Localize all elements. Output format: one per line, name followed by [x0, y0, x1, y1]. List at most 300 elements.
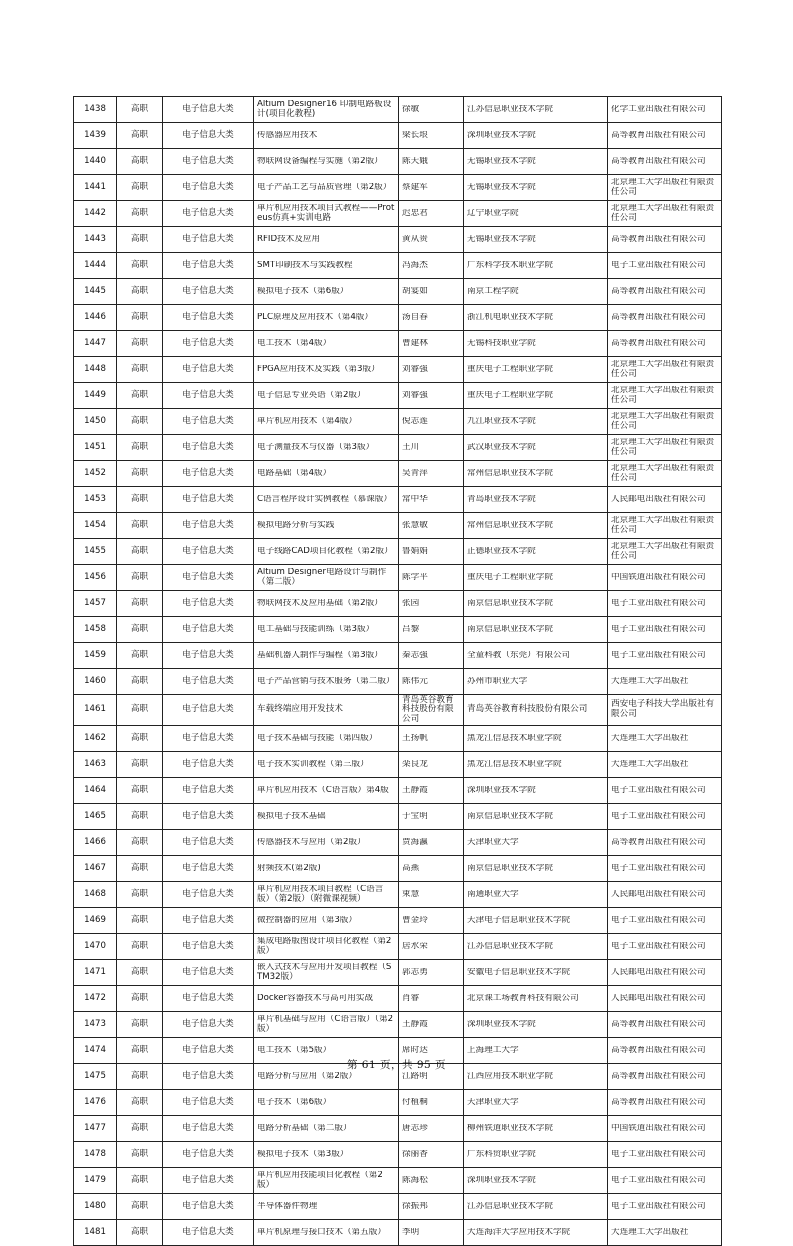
- publisher-cell: [608, 934, 722, 960]
- institution-cell: [464, 253, 608, 279]
- row-number: 1447: [84, 337, 106, 348]
- author: 迟忠君: [402, 208, 428, 218]
- subject-category: 电子信息大类: [182, 732, 234, 743]
- author-cell: [399, 695, 464, 726]
- author-cell: [399, 986, 464, 1012]
- author-cell: [399, 1116, 464, 1142]
- education-level: 高职: [130, 1122, 149, 1133]
- institution-cell: [464, 487, 608, 513]
- institution-cell: [464, 669, 608, 695]
- institution: 天津职业大学: [467, 1097, 519, 1107]
- publisher: 北京理工大学出版社有限责任公司: [611, 464, 715, 483]
- book-title: Altium Designer16 印制电路板设计(项目化教程): [257, 100, 392, 119]
- author: 蔡建军: [402, 182, 428, 192]
- publisher: 高等教育出版社有限公司: [611, 286, 706, 296]
- subject-category-cell: [163, 513, 254, 539]
- education-level: 高职: [130, 704, 149, 715]
- book-title-cell: [254, 435, 399, 461]
- institution: 深圳职业技术学院: [467, 130, 536, 140]
- page-footer: 第 61 页，共 95 页: [346, 1059, 447, 1071]
- subject-category: 电子信息大类: [182, 966, 234, 977]
- education-level-cell: [117, 513, 163, 539]
- row-number: 1457: [84, 597, 106, 608]
- institution: 无锡职业技术学院: [467, 156, 536, 166]
- row-number-cell: [74, 804, 117, 830]
- book-title-cell: [254, 539, 399, 565]
- subject-category: 电子信息大类: [182, 181, 234, 192]
- institution: 天津电子信息职业技术学院: [467, 915, 571, 925]
- row-number: 1460: [84, 675, 106, 686]
- education-level: 高职: [130, 1070, 149, 1081]
- author-cell: [399, 591, 464, 617]
- book-title-cell: [254, 513, 399, 539]
- author-cell: [399, 539, 464, 565]
- book-title: 电子产品工艺与品质管理（第2版）: [257, 182, 392, 192]
- education-level: 高职: [130, 155, 149, 166]
- subject-category-cell: [163, 591, 254, 617]
- table-body: [74, 97, 722, 1246]
- education-level: 高职: [130, 675, 149, 686]
- table-row: [74, 882, 722, 908]
- publisher: 化学工业出版社有限公司: [611, 104, 706, 114]
- book-title-cell: [254, 1168, 399, 1194]
- author: 曹金玲: [402, 915, 428, 925]
- row-number: 1440: [84, 155, 106, 166]
- author-cell: [399, 149, 464, 175]
- publisher-cell: [608, 908, 722, 934]
- book-title-cell: [254, 669, 399, 695]
- row-number-cell: [74, 669, 117, 695]
- subject-category: 电子信息大类: [182, 155, 234, 166]
- author-cell: [399, 123, 464, 149]
- book-title-cell: [254, 830, 399, 856]
- subject-category: 电子信息大类: [182, 285, 234, 296]
- row-number-cell: [74, 643, 117, 669]
- book-title: FPGA应用技术及实践（第3版）: [257, 364, 380, 374]
- publisher: 高等教育出版社有限公司: [611, 1019, 706, 1029]
- institution: 无锡职业技术学院: [467, 234, 536, 244]
- row-number-cell: [74, 513, 117, 539]
- author-cell: [399, 934, 464, 960]
- book-title: 单片机原理与接口技术（第五版）: [257, 1227, 386, 1237]
- institution-cell: [464, 123, 608, 149]
- book-title: 集成电路版图设计项目化教程（第2版）: [257, 937, 392, 956]
- author: 束慧: [402, 889, 420, 899]
- subject-category-cell: [163, 409, 254, 435]
- book-title: 单片机应用技术（第4版）: [257, 416, 357, 426]
- publisher: 电子工业出版社有限公司: [611, 624, 706, 634]
- row-number-cell: [74, 305, 117, 331]
- book-title-cell: [254, 565, 399, 591]
- book-title: 单片机应用技能项目化教程（第2版）: [257, 1171, 383, 1190]
- education-level-cell: [117, 175, 163, 201]
- author-cell: [399, 617, 464, 643]
- subject-category-cell: [163, 539, 254, 565]
- subject-category-cell: [163, 752, 254, 778]
- author: 汤自春: [402, 312, 428, 322]
- author: 梁长垠: [402, 130, 428, 140]
- author-cell: [399, 669, 464, 695]
- institution: 北京课工场教育科技有限公司: [467, 993, 579, 1003]
- author: 贾海瀛: [402, 837, 428, 847]
- publisher-cell: [608, 383, 722, 409]
- table-row: [74, 1012, 722, 1038]
- row-number-cell: [74, 227, 117, 253]
- author-cell: [399, 461, 464, 487]
- education-level-cell: [117, 986, 163, 1012]
- institution-cell: [464, 804, 608, 830]
- row-number-cell: [74, 617, 117, 643]
- table-row: [74, 279, 722, 305]
- author-cell: [399, 856, 464, 882]
- publisher: 大连理工大学出版社: [611, 676, 689, 686]
- publisher-cell: [608, 331, 722, 357]
- row-number-cell: [74, 123, 117, 149]
- subject-category-cell: [163, 253, 254, 279]
- row-number: 1452: [84, 467, 106, 478]
- book-title-cell: [254, 617, 399, 643]
- row-number-cell: [74, 1012, 117, 1038]
- subject-category-cell: [163, 565, 254, 591]
- education-level-cell: [117, 1090, 163, 1116]
- book-title: 电工技术（第5版）: [257, 1045, 332, 1055]
- book-title: 基础机器人制作与编程（第3版）: [257, 650, 383, 660]
- row-number-cell: [74, 934, 117, 960]
- row-number: 1470: [84, 940, 106, 951]
- education-level-cell: [117, 669, 163, 695]
- book-title: 模拟电子技术（第6版）: [257, 286, 349, 296]
- institution-cell: [464, 1090, 608, 1116]
- institution: 辽宁职业学院: [467, 208, 519, 218]
- book-title: 电工基础与技能训练（第3版）: [257, 624, 375, 634]
- education-level-cell: [117, 908, 163, 934]
- education-level: 高职: [130, 415, 149, 426]
- row-number: 1461: [84, 704, 106, 715]
- subject-category: 电子信息大类: [182, 129, 234, 140]
- row-number: 1453: [84, 493, 106, 504]
- book-title: 嵌入式技术与应用开发项目教程（STM32版）: [257, 963, 392, 982]
- row-number: 1471: [84, 966, 106, 977]
- row-number-cell: [74, 409, 117, 435]
- institution-cell: [464, 357, 608, 383]
- row-number: 1467: [84, 862, 106, 873]
- publisher: 电子工业出版社有限公司: [611, 1149, 706, 1159]
- table-row: [74, 778, 722, 804]
- table-row: [74, 643, 722, 669]
- subject-category-cell: [163, 882, 254, 908]
- institution: 苏州市职业大学: [467, 676, 528, 686]
- book-title-cell: [254, 409, 399, 435]
- subject-category: 电子信息大类: [182, 103, 234, 114]
- subject-category: 电子信息大类: [182, 914, 234, 925]
- author: 于宝明: [402, 811, 428, 821]
- education-level: 高职: [130, 992, 149, 1003]
- subject-category: 电子信息大类: [182, 389, 234, 400]
- education-level-cell: [117, 357, 163, 383]
- table-row: [74, 804, 722, 830]
- education-level-cell: [117, 409, 163, 435]
- author: 鲁娟娟: [402, 546, 428, 556]
- author-cell: [399, 752, 464, 778]
- book-title: 物联网技术及应用基础（第2版）: [257, 598, 383, 608]
- row-number-cell: [74, 383, 117, 409]
- publisher-cell: [608, 565, 722, 591]
- book-title: 电路基础（第4版）: [257, 468, 332, 478]
- institution: 柳州铁道职业技术学院: [467, 1123, 553, 1133]
- author-cell: [399, 357, 464, 383]
- publisher-cell: [608, 305, 722, 331]
- subject-category: 电子信息大类: [182, 784, 234, 795]
- table-row: [74, 123, 722, 149]
- publisher: 中国铁道出版社有限公司: [611, 1123, 706, 1133]
- publisher-cell: [608, 986, 722, 1012]
- subject-category-cell: [163, 1090, 254, 1116]
- author: 李明: [402, 1227, 420, 1237]
- author-cell: [399, 175, 464, 201]
- book-title-cell: [254, 856, 399, 882]
- subject-category: 电子信息大类: [182, 597, 234, 608]
- row-number-cell: [74, 695, 117, 726]
- table-row: [74, 305, 722, 331]
- publisher: 北京理工大学出版社有限责任公司: [611, 204, 715, 223]
- institution-cell: [464, 331, 608, 357]
- author-cell: [399, 1220, 464, 1246]
- author: 栾良龙: [402, 759, 428, 769]
- row-number-cell: [74, 253, 117, 279]
- book-title: 模拟电路分析与实践: [257, 520, 335, 530]
- publisher: 高等教育出版社有限公司: [611, 1097, 706, 1107]
- publisher: 电子工业出版社有限公司: [611, 260, 706, 270]
- book-title-cell: [254, 882, 399, 908]
- institution-cell: [464, 513, 608, 539]
- row-number-cell: [74, 591, 117, 617]
- education-level: 高职: [130, 181, 149, 192]
- book-title: 电路分析与应用（第2版）: [257, 1071, 357, 1081]
- publisher: 高等教育出版社有限公司: [611, 837, 706, 847]
- education-level-cell: [117, 643, 163, 669]
- table-row: [74, 1142, 722, 1168]
- book-title: 射频技术(第2版): [257, 863, 321, 873]
- author: 郭志勇: [402, 967, 428, 977]
- table-row: [74, 565, 722, 591]
- book-title-cell: [254, 279, 399, 305]
- publisher: 西安电子科技大学出版社有限公司: [611, 699, 715, 719]
- table-row: [74, 752, 722, 778]
- education-level: 高职: [130, 519, 149, 530]
- author: 徐丽香: [402, 1149, 428, 1159]
- author-cell: [399, 565, 464, 591]
- institution: 浙江机电职业技术学院: [467, 312, 553, 322]
- book-title: 物联网设备编程与实施（第2版）: [257, 156, 383, 166]
- subject-category: 电子信息大类: [182, 1044, 234, 1055]
- author: 陈天娥: [402, 156, 428, 166]
- institution-cell: [464, 617, 608, 643]
- publisher: 人民邮电出版社有限公司: [611, 494, 706, 504]
- book-title: 传感器技术与应用（第2版）: [257, 837, 366, 847]
- institution: 青岛职业技术学院: [467, 494, 536, 504]
- row-number: 1449: [84, 389, 106, 400]
- table-row: [74, 591, 722, 617]
- row-number: 1465: [84, 810, 106, 821]
- education-level: 高职: [130, 467, 149, 478]
- book-title-cell: [254, 487, 399, 513]
- book-title: PLC原理及应用技术（第4版）: [257, 312, 373, 322]
- subject-category: 电子信息大类: [182, 415, 234, 426]
- book-title-cell: [254, 752, 399, 778]
- table-row: [74, 695, 722, 726]
- subject-category: 电子信息大类: [182, 1122, 234, 1133]
- table-row: [74, 227, 722, 253]
- table-row: [74, 617, 722, 643]
- subject-category: 电子信息大类: [182, 704, 234, 715]
- row-number: 1443: [84, 233, 106, 244]
- author: 居水荣: [402, 941, 428, 951]
- subject-category-cell: [163, 123, 254, 149]
- education-level-cell: [117, 856, 163, 882]
- education-level: 高职: [130, 441, 149, 452]
- education-level-cell: [117, 695, 163, 726]
- institution: 南通职业大学: [467, 889, 519, 899]
- institution-cell: [464, 695, 608, 726]
- publisher-cell: [608, 1194, 722, 1220]
- publisher-cell: [608, 123, 722, 149]
- table-row: [74, 1090, 722, 1116]
- author-cell: [399, 830, 464, 856]
- row-number: 1462: [84, 732, 106, 743]
- subject-category-cell: [163, 726, 254, 752]
- publisher: 高等教育出版社有限公司: [611, 234, 706, 244]
- book-title: 电子线路CAD项目化教程（第2版）: [257, 546, 393, 556]
- author-cell: [399, 1168, 464, 1194]
- education-level-cell: [117, 487, 163, 513]
- subject-category-cell: [163, 227, 254, 253]
- row-number-cell: [74, 487, 117, 513]
- row-number-cell: [74, 752, 117, 778]
- education-level-cell: [117, 1194, 163, 1220]
- subject-category: 电子信息大类: [182, 888, 234, 899]
- author-cell: [399, 383, 464, 409]
- institution: 南京信息职业技术学院: [467, 863, 553, 873]
- education-level-cell: [117, 960, 163, 986]
- book-title: Docker容器技术与高可用实战: [257, 993, 374, 1003]
- book-title: 微控制器的应用（第3版）: [257, 915, 357, 925]
- institution-cell: [464, 908, 608, 934]
- institution-cell: [464, 1142, 608, 1168]
- subject-category-cell: [163, 695, 254, 726]
- subject-category: 电子信息大类: [182, 1226, 234, 1237]
- publisher: 高等教育出版社有限公司: [611, 312, 706, 322]
- subject-category-cell: [163, 934, 254, 960]
- row-number: 1477: [84, 1122, 106, 1133]
- row-number: 1450: [84, 415, 106, 426]
- publisher-cell: [608, 97, 722, 123]
- institution: 无锡职业技术学院: [467, 182, 536, 192]
- publisher: 北京理工大学出版社有限责任公司: [611, 178, 715, 197]
- publisher-cell: [608, 830, 722, 856]
- book-title-cell: [254, 695, 399, 726]
- textbook-table: [73, 96, 722, 1246]
- row-number: 1444: [84, 259, 106, 270]
- education-level: 高职: [130, 914, 149, 925]
- row-number: 1459: [84, 649, 106, 660]
- author-cell: [399, 1142, 464, 1168]
- table-row: [74, 331, 722, 357]
- author: 席时达: [402, 1045, 428, 1055]
- table-row: [74, 175, 722, 201]
- author-cell: [399, 279, 464, 305]
- subject-category: 电子信息大类: [182, 259, 234, 270]
- institution-cell: [464, 201, 608, 227]
- author: 高燕: [402, 863, 420, 873]
- education-level: 高职: [130, 649, 149, 660]
- publisher: 电子工业出版社有限公司: [611, 650, 706, 660]
- institution-cell: [464, 882, 608, 908]
- author: 付植桐: [402, 1097, 428, 1107]
- publisher-cell: [608, 539, 722, 565]
- table-row: [74, 357, 722, 383]
- publisher-cell: [608, 1090, 722, 1116]
- row-number: 1456: [84, 571, 106, 582]
- publisher-cell: [608, 617, 722, 643]
- book-title-cell: [254, 1012, 399, 1038]
- institution-cell: [464, 175, 608, 201]
- author-cell: [399, 227, 464, 253]
- subject-category: 电子信息大类: [182, 1018, 234, 1029]
- book-title: 电子技术实训教程（第三版）: [257, 759, 369, 769]
- subject-category: 电子信息大类: [182, 862, 234, 873]
- book-title: C语言程序设计实例教程（慕课版）: [257, 494, 392, 504]
- education-level: 高职: [130, 810, 149, 821]
- subject-category-cell: [163, 383, 254, 409]
- education-level: 高职: [130, 103, 149, 114]
- institution-cell: [464, 435, 608, 461]
- education-level-cell: [117, 201, 163, 227]
- institution-cell: [464, 934, 608, 960]
- publisher: 电子工业出版社有限公司: [611, 598, 706, 608]
- subject-category-cell: [163, 175, 254, 201]
- education-level-cell: [117, 1116, 163, 1142]
- row-number: 1448: [84, 363, 106, 374]
- subject-category: 电子信息大类: [182, 1070, 234, 1081]
- education-level-cell: [117, 726, 163, 752]
- row-number: 1475: [84, 1070, 106, 1081]
- institution-cell: [464, 1168, 608, 1194]
- publisher: 人民邮电出版社有限公司: [611, 967, 706, 977]
- table-row: [74, 908, 722, 934]
- row-number-cell: [74, 97, 117, 123]
- institution-cell: [464, 643, 608, 669]
- author: 王静霞: [402, 1019, 428, 1029]
- subject-category: 电子信息大类: [182, 207, 234, 218]
- table-row: [74, 97, 722, 123]
- book-title-cell: [254, 123, 399, 149]
- book-title: Altium Designer电路设计与制作（第二版）: [257, 568, 387, 587]
- subject-category: 电子信息大类: [182, 311, 234, 322]
- table-row: [74, 383, 722, 409]
- education-level: 高职: [130, 758, 149, 769]
- author: 王川: [402, 442, 420, 452]
- row-number: 1469: [84, 914, 106, 925]
- table-row: [74, 830, 722, 856]
- row-number: 1441: [84, 181, 106, 192]
- publisher-cell: [608, 461, 722, 487]
- subject-category-cell: [163, 1012, 254, 1038]
- author: 吴青萍: [402, 468, 428, 478]
- publisher: 北京理工大学出版社有限责任公司: [611, 438, 715, 457]
- education-level: 高职: [130, 545, 149, 556]
- publisher: 大连理工大学出版社: [611, 733, 689, 743]
- row-number: 1474: [84, 1044, 106, 1055]
